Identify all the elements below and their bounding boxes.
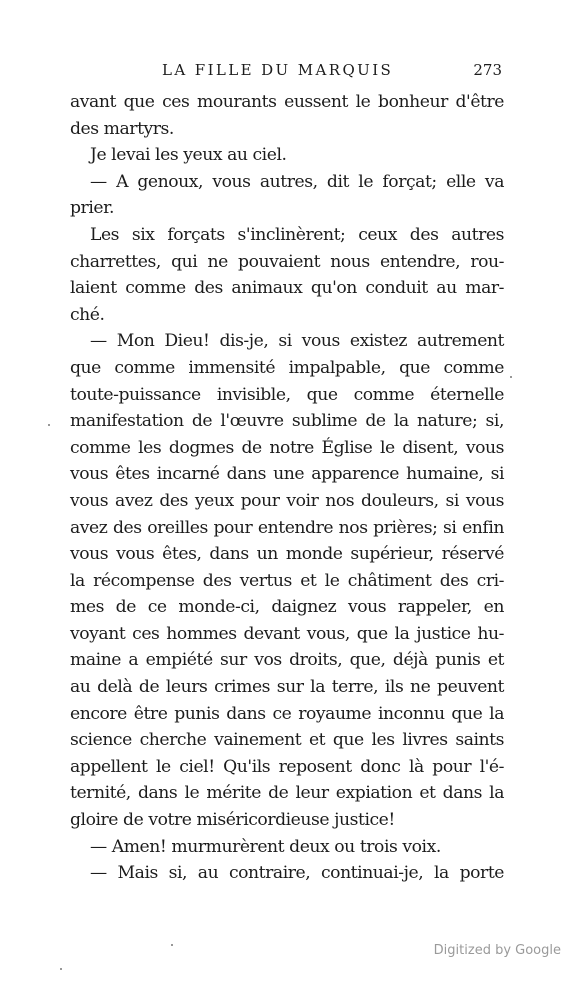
scan-speck: [48, 424, 50, 426]
text-line: vous vous êtes, dans un monde supérieur, réservé: [70, 544, 504, 565]
text-line: avez des oreilles pour entendre nos prières; si enfin: [70, 517, 504, 538]
text-line: avant que ces mourants eussent le bonheur d'être: [70, 92, 504, 112]
text-line: toute-puissance invisible, que comme éternelle: [70, 384, 504, 405]
text-line: Je levai les yeux au ciel.: [90, 145, 287, 166]
text-line: au delà de leurs crimes sur la terre, ils ne peuvent: [70, 677, 504, 698]
text-line: manifestation de l'œuvre sublime de la nature; si,: [70, 411, 504, 432]
text-line: gloire de votre miséricordieuse justice!: [70, 810, 395, 831]
scan-speck: [60, 968, 62, 970]
text-line: encore être punis dans ce royaume inconnu que la: [70, 703, 504, 724]
page-header: [70, 60, 502, 82]
text-line: la récompense des vertus et le châtiment des cri-: [70, 570, 504, 591]
digitized-watermark: Digitized by Google: [433, 943, 561, 958]
text-line: — Mais si, au contraire, continuai-je, la porte: [90, 863, 504, 884]
text-line: appellent le ciel! Qu'ils reposent donc là pour l'é-: [70, 756, 504, 777]
text-line: ternité, dans le mérite de leur expiation et dans la: [70, 783, 504, 804]
text-line: des martyrs.: [70, 118, 174, 139]
text-line: prier.: [70, 198, 114, 219]
text-line: charrettes, qui ne pouvaient nous entendre, rou-: [70, 251, 504, 272]
body-text: [70, 89, 504, 887]
text-line: vous êtes incarné dans une apparence humaine, si: [70, 464, 504, 485]
text-line: mes de ce monde-ci, daignez vous rappeler, en: [70, 597, 504, 618]
text-line: laient comme des animaux qu'on conduit au mar-: [70, 278, 504, 299]
text-line: Les six forçats s'inclinèrent; ceux des autres: [90, 224, 504, 245]
running-title: LA FILLE DU MARQUIS: [162, 61, 394, 79]
text-line: — Mon Dieu! dis-je, si vous existez autrement: [90, 331, 504, 352]
text-line: vous avez des yeux pour voir nos douleurs, si vous: [70, 490, 504, 511]
text-line: voyant ces hommes devant vous, que la justice hu-: [70, 623, 504, 644]
text-line: que comme immensité impalpable, que comme: [70, 357, 504, 378]
text-line: — Amen! murmurèrent deux ou trois voix.: [90, 836, 441, 857]
scan-speck: [171, 944, 173, 946]
text-line: science cherche vainement et que les livres saints: [70, 730, 504, 751]
text-line: ché.: [70, 304, 105, 325]
text-line: comme les dogmes de notre Église le disent, vous: [70, 437, 504, 458]
text-line: — A genoux, vous autres, dit le forçat; elle va: [90, 171, 504, 192]
text-line: maine a empiété sur vos droits, que, déjà punis et: [70, 650, 504, 671]
page-number: 273: [473, 61, 502, 79]
scan-speck: [510, 376, 512, 378]
